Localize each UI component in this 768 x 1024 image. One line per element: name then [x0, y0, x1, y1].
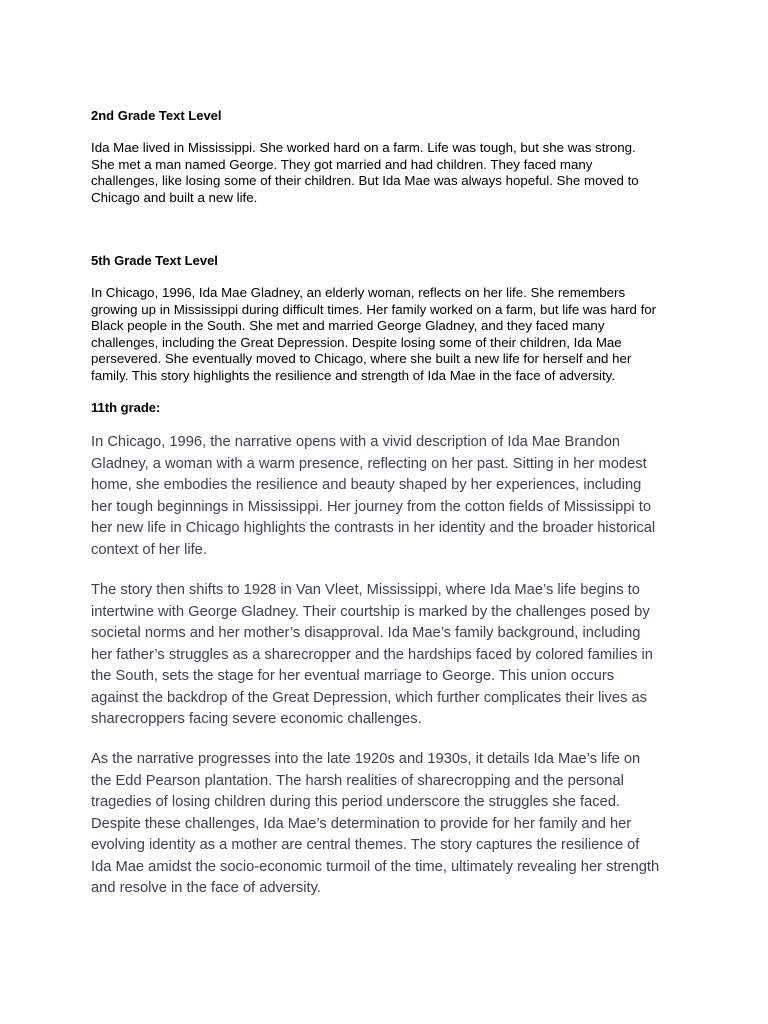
text-line: societal norms and her mother’s disapproval. Ida Mae’s family background, including	[91, 625, 641, 641]
text-line: She met a man named George. They got married and had children. They faced many	[91, 156, 593, 172]
paragraph-11th-grade-2	[91, 580, 691, 731]
text-line: her father’s struggles as a sharecropper and the hardships faced by colored families in	[91, 646, 653, 663]
paragraph-5th-grade	[91, 285, 691, 384]
section-heading-5th-grade: 5th Grade Text Level	[91, 253, 218, 268]
paragraph-2nd-grade	[91, 140, 691, 206]
text-line: evolving identity as a mother are central themes. The story captures the resilience of	[91, 837, 640, 853]
text-line: In Chicago, 1996, Ida Mae Gladney, an elderly woman, reflects on her life. She remembers	[91, 285, 626, 300]
text-line: family. This story highlights the resilience and strength of Ida Mae in the face of adversity.	[91, 367, 616, 383]
text-line: challenges, including the Great Depression. Despite losing some of their children, Ida Mae	[91, 334, 622, 350]
text-line: sharecroppers facing severe economic challenges.	[91, 711, 422, 727]
text-line: the Edd Pearson plantation. The harsh realities of sharecropping and the personal	[91, 772, 624, 789]
text-line: Ida Mae lived in Mississippi. She worked hard on a farm. Life was tough, but she was strong.	[91, 140, 636, 155]
text-line: In Chicago, 1996, the narrative opens with a vivid description of Ida Mae Brandon	[91, 434, 621, 450]
text-line: context of her life.	[91, 541, 207, 558]
text-line: Ida Mae amidst the socio-economic turmoil of the time, ultimately revealing her strength	[91, 858, 660, 875]
section-heading-11th-grade: 11th grade:	[91, 400, 161, 415]
text-line: the South, sets the stage for her eventual marriage to George. This union occurs	[91, 668, 615, 684]
text-line: Despite these challenges, Ida Mae’s determination to provide for her family and her	[91, 815, 632, 832]
paragraph-11th-grade-3	[91, 749, 691, 900]
text-line: Gladney, a woman with a warm presence, reflecting on her past. Sitting in her modest	[91, 455, 647, 472]
text-line: tragedies of losing children during this period underscore the struggles she faced.	[91, 794, 621, 810]
text-line: her new life in Chicago highlights the contrasts in her identity and the broader historical	[91, 520, 656, 536]
paragraph-11th-grade-1	[91, 432, 691, 561]
text-line: home, she embodies the resilience and beauty shaped by her experiences, including	[91, 477, 642, 493]
text-line: Chicago and built a new life.	[91, 189, 258, 205]
section-heading-2nd-grade: 2nd Grade Text Level	[91, 108, 222, 123]
text-line: The story then shifts to 1928 in Van Vleet, Mississippi, where Ida Mae’s life begins to	[91, 582, 640, 598]
text-line: and resolve in the face of adversity.	[91, 880, 321, 896]
text-line: Black people in the South. She met and married George Gladney, and they faced many	[91, 318, 605, 333]
text-line: challenges, like losing some of their children. But Ida Mae was always hopeful. She moved to	[91, 173, 639, 188]
text-line: her tough beginnings in Mississippi. Her journey from the cotton fields of Mississippi to	[91, 498, 652, 515]
text-line: against the backdrop of the Great Depression, which further complicates their lives as	[91, 689, 647, 706]
text-line: growing up in Mississippi during difficult times. Her family worked on a farm, but life was hard for	[91, 301, 657, 317]
text-line: As the narrative progresses into the late 1920s and 1930s, it details Ida Mae’s life on	[91, 751, 641, 767]
text-line: intertwine with George Gladney. Their courtship is marked by the challenges posed by	[91, 603, 650, 620]
text-line: persevered. She eventually moved to Chicago, where she built a new life for herself and her	[91, 351, 632, 366]
